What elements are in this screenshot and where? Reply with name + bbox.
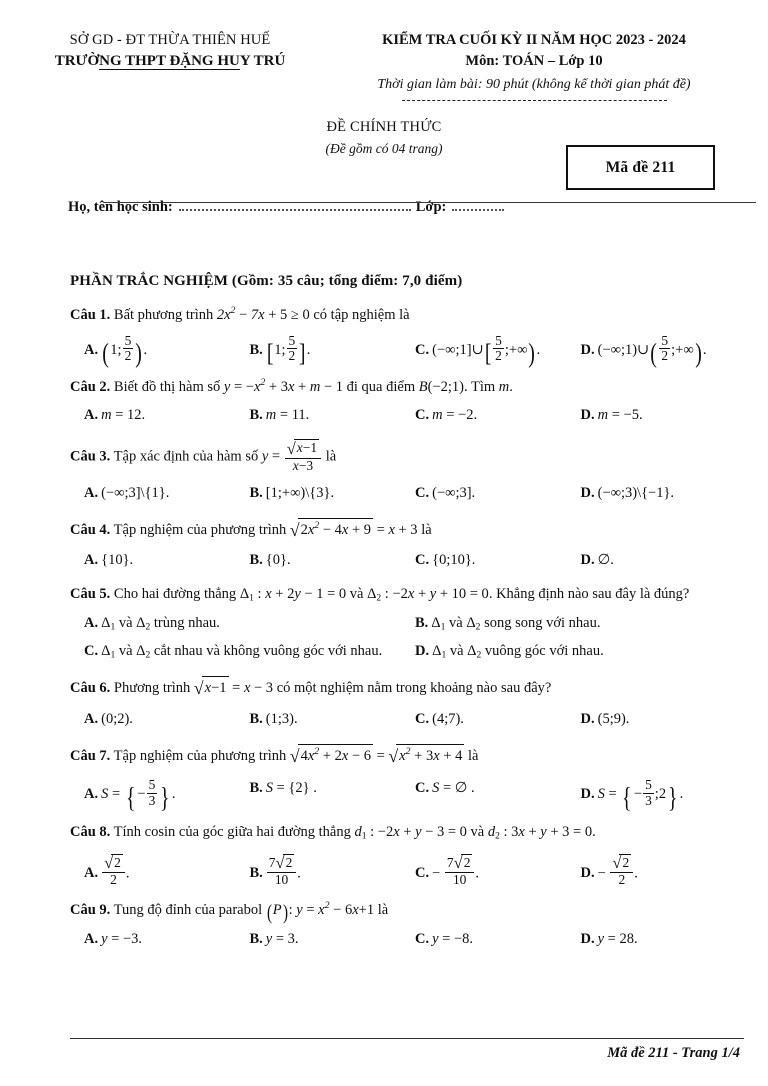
option-b-key: B.	[249, 865, 263, 882]
question-2-label: Câu 2.	[70, 378, 111, 395]
school-name-post: Y TRÚ	[239, 53, 286, 70]
option-b-key: B.	[415, 615, 429, 632]
option-c-key: C.	[415, 780, 430, 797]
exam-content	[0, 273, 768, 950]
student-class-label: Lớp:	[415, 199, 447, 216]
option-b[interactable]: B. [1; $\frac{5}{2}$ ].	[249, 333, 311, 368]
question-7-options	[70, 777, 746, 815]
option-a[interactable]: A. m = 12.	[84, 407, 146, 424]
option-a-key: A.	[84, 615, 99, 632]
question-5	[70, 584, 746, 662]
option-d[interactable]: D. (−∞;3)\{−1}.	[580, 484, 675, 501]
option-b[interactable]: B. [1;+∞)\{3}.	[249, 484, 335, 501]
option-a-key: A.	[84, 407, 99, 424]
option-a[interactable]: A. y = −3.	[84, 930, 143, 947]
option-b-key: B.	[249, 552, 263, 569]
school-name-underlined: NG THPT ĐẶNG HU	[99, 53, 240, 70]
option-d[interactable]: D. m = −5.	[580, 407, 643, 424]
question-6-options	[70, 709, 746, 730]
option-d-key: D.	[580, 786, 595, 803]
question-8-stem: Câu 8. Tính cosin của góc giữa hai đường thẳng $d_1$ : −2x + y − 3 = 0 và $d_2$ : 3x + y + 3 = 0.	[70, 823, 596, 842]
option-c-key: C.	[415, 930, 430, 947]
question-2-stem: Câu 2. Biết đồ thị hàm số $y = -x^2 + 3x + m - 1$ đi qua điểm B(−2;1). Tìm m.	[70, 376, 513, 395]
option-a-key: A.	[84, 865, 99, 882]
department-name: SỞ GD - ĐT THỪA THIÊN HUẾ	[69, 32, 271, 48]
option-a-key: A.	[84, 341, 99, 358]
question-4	[70, 517, 746, 572]
option-b[interactable]: B. S = {2} .	[249, 780, 317, 797]
question-6-label: Câu 6.	[70, 680, 111, 697]
option-b[interactable]: B. {0}.	[249, 552, 291, 569]
option-c-key: C.	[415, 407, 430, 424]
option-d-key: D.	[580, 341, 595, 358]
option-a[interactable]: A. $\Delta_1$ và $\Delta_2$ trùng nhau.	[84, 615, 220, 633]
option-c[interactable]: C. m = −2.	[415, 407, 478, 424]
question-4-options	[70, 550, 746, 571]
option-d-key: D.	[580, 865, 595, 882]
question-9	[70, 900, 746, 950]
question-1-label: Câu 1.	[70, 307, 111, 324]
question-8-label: Câu 8.	[70, 823, 111, 840]
school-header-block	[10, 30, 310, 101]
official-label: ĐỀ CHÍNH THỨC	[326, 119, 442, 136]
option-b[interactable]: B. $\frac{7√2}{10}$ .	[249, 853, 301, 887]
option-d[interactable]: D. y = 28.	[580, 930, 638, 947]
student-name-label: Họ, tên học sinh:	[68, 199, 173, 216]
option-b[interactable]: B. m = 11.	[249, 407, 310, 424]
section-title: PHẦN TRẮC NGHIỆM (Gồm: 35 câu; tổng điểm: 7,0 điểm)	[70, 273, 463, 290]
option-c-key: C.	[415, 865, 430, 882]
option-a-key: A.	[84, 710, 99, 727]
question-1-stem: Câu 1. Bất phương trình $2x^2 - 7x + 5 \ge 0$ có tập nghiệm là	[70, 305, 410, 324]
exam-title: KIỂM TRA CUỐI KỲ II NĂM HỌC 2023 - 2024	[382, 32, 686, 48]
option-c-key: C.	[415, 552, 430, 569]
question-5-stem: Câu 5. Cho hai đường thẳng $\Delta_1$ : x + 2y − 1 = 0 và $\Delta_2$ : −2x + y + 10 = 0. Khẳng định nào sau đây là đúng?	[70, 586, 690, 605]
option-b-key: B.	[249, 341, 263, 358]
option-a[interactable]: A. $\frac{√2}{2}$ .	[84, 853, 130, 887]
question-4-stem: Câu 4. Tập nghiệm của phương trình $√2x^2 - 4x + 9 = x + 3$ là	[70, 519, 432, 540]
question-7-label: Câu 7.	[70, 747, 111, 764]
question-6	[70, 675, 746, 730]
option-a-key: A.	[84, 552, 99, 569]
option-d-key: D.	[580, 930, 595, 947]
exam-duration: Thời gian làm bài: 90 phút (không kể thời gian phát đề)	[377, 76, 691, 92]
option-c[interactable]: C. S = ∅ .	[415, 780, 475, 797]
question-2	[70, 377, 746, 427]
option-a[interactable]: A. (−∞;3]\{1}.	[84, 484, 170, 501]
option-b-key: B.	[249, 930, 263, 947]
question-6-stem: Câu 6. Phương trình √x−1 = x − 3 có một nghiệm nằm trong khoảng nào sau đây?	[70, 678, 552, 699]
question-7	[70, 743, 746, 815]
question-8	[70, 822, 746, 887]
option-d[interactable]: D. (−∞;1)∪( $\frac{5}{2}$ ;+∞).	[580, 333, 707, 369]
option-d-key: D.	[580, 552, 595, 569]
option-d[interactable]: D. ∅.	[580, 552, 614, 569]
option-b[interactable]: B. y = 3.	[249, 930, 299, 947]
question-3-label: Câu 3.	[70, 449, 111, 466]
option-c[interactable]: C. (4;7).	[415, 710, 464, 727]
question-9-label: Câu 9.	[70, 902, 111, 919]
option-a[interactable]: A. (0;2).	[84, 710, 133, 727]
option-b-key: B.	[249, 407, 263, 424]
question-9-options	[70, 929, 746, 950]
question-1	[70, 305, 746, 369]
option-c[interactable]: C. − $\frac{7√2}{10}$ .	[415, 853, 480, 887]
footer-page-label: Mã đề 211 - Trang 1/4	[607, 1045, 740, 1061]
option-c[interactable]: C. (−∞;1]∪[ $\frac{5}{2}$ ;+∞).	[415, 333, 541, 369]
option-a[interactable]: A. (1; $\frac{5}{2}$ ).	[84, 333, 148, 369]
question-3-options	[70, 483, 746, 504]
exam-code-label: Mã đề 211	[605, 158, 676, 176]
option-d[interactable]: D. (5;9).	[580, 710, 630, 727]
question-8-options	[70, 854, 746, 887]
question-5-label: Câu 5.	[70, 586, 111, 603]
exam-header-block	[310, 30, 758, 101]
header-divider-rule	[104, 202, 756, 203]
option-d[interactable]: D. S = { − $\frac{5}{3}$ ;2} .	[580, 777, 684, 815]
option-b[interactable]: B. (1;3).	[249, 710, 298, 727]
school-name	[30, 51, 310, 71]
option-b[interactable]: B. $\Delta_1$ và $\Delta_2$ song song với nhau.	[415, 615, 601, 633]
option-b-key: B.	[249, 710, 263, 727]
option-c-key: C.	[415, 341, 430, 358]
page-count-note: (Đề gồm có 04 trang)	[325, 141, 443, 157]
option-d-key: D.	[415, 643, 430, 660]
option-a-key: A.	[84, 786, 99, 803]
question-4-label: Câu 4.	[70, 522, 111, 539]
option-d-key: D.	[580, 710, 595, 727]
question-5-options	[70, 613, 746, 662]
school-name-pre: TRƯỜ	[54, 53, 100, 70]
option-c-key: C.	[415, 710, 430, 727]
question-2-options	[70, 405, 746, 426]
option-c[interactable]: C. y = −8.	[415, 930, 474, 947]
header-dashed-divider	[402, 100, 667, 101]
option-d[interactable]: D. − $\frac{√2}{2}$ .	[580, 853, 638, 887]
page-footer	[0, 1038, 768, 1062]
option-c-key: C.	[415, 484, 430, 501]
page-header	[0, 0, 768, 101]
option-d-key: D.	[580, 407, 595, 424]
option-d-key: D.	[580, 484, 595, 501]
exam-subject: Môn: TOÁN – Lớp 10	[465, 53, 603, 70]
option-c[interactable]: C. $\Delta_1$ và $\Delta_2$ cắt nhau và không vuông góc với nhau.	[84, 643, 383, 661]
option-a[interactable]: A. S = { − $\frac{5}{3}$ } .	[84, 777, 176, 815]
option-d[interactable]: D. $\Delta_1$ và $\Delta_2$ vuông góc với nhau.	[415, 643, 604, 661]
option-a-key: A.	[84, 484, 99, 501]
question-1-options	[70, 333, 746, 369]
exam-code-box	[566, 145, 715, 190]
option-b-key: B.	[249, 484, 263, 501]
question-9-stem: Câu 9. Tung độ đỉnh của parabol (P): $y = x^2 - 6x+1$ là	[70, 899, 389, 924]
question-3	[70, 439, 746, 503]
question-3-stem: Câu 3. Tập xác định của hàm số y = $\frac{√x-1}{x-3}$ là	[70, 439, 337, 473]
option-b-key: B.	[249, 780, 263, 797]
option-a-key: A.	[84, 930, 99, 947]
option-c[interactable]: C. {0;10}.	[415, 552, 476, 569]
option-c-key: C.	[84, 643, 99, 660]
option-c[interactable]: C. (−∞;3].	[415, 484, 476, 501]
option-a[interactable]: A. {10}.	[84, 552, 134, 569]
question-7-stem: Câu 7. Tập nghiệm của phương trình $√4x^2 + 2x - 6 = √x^2 + 3x + 4$ là	[70, 745, 479, 766]
